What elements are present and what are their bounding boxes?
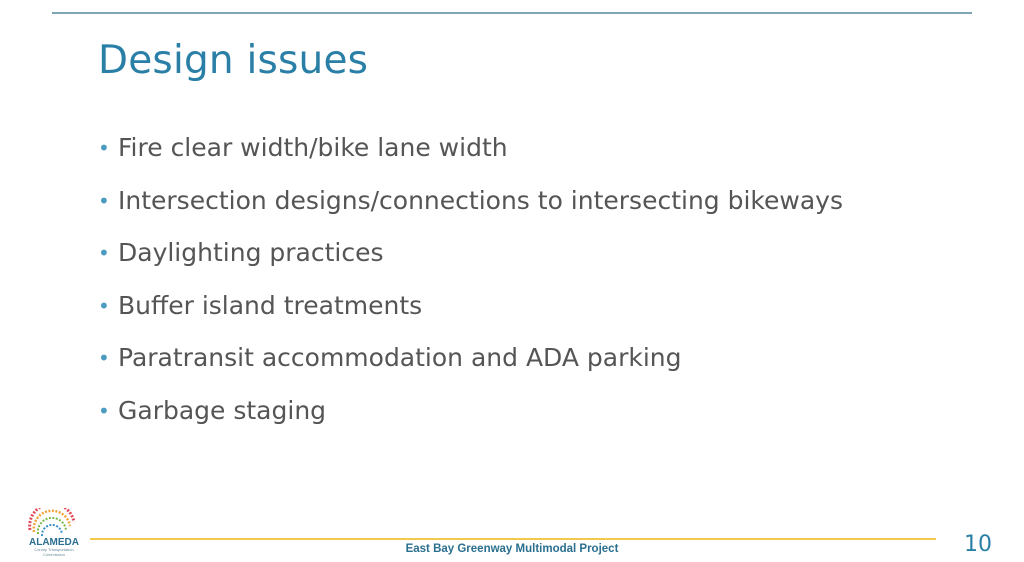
logo-subtitle-line2: Commission xyxy=(42,552,66,557)
logo-name: ALAMEDA xyxy=(29,537,79,548)
bullet-text: Fire clear width/bike lane width xyxy=(118,133,508,162)
bullet-item xyxy=(98,338,843,391)
bullet-text: Intersection designs/connections to intersecting bikeways xyxy=(118,185,843,215)
top-divider xyxy=(52,12,972,14)
bullet-item xyxy=(98,233,843,286)
bullet-dot-icon: • xyxy=(98,136,110,160)
bullet-text: Buffer island treatments xyxy=(118,290,423,320)
bullet-text: Garbage staging xyxy=(118,395,327,425)
bullet-text: Daylighting practices xyxy=(118,238,384,268)
bullet-item xyxy=(98,391,843,444)
page-number: 10 xyxy=(964,532,992,557)
bullet-dot-icon: • xyxy=(98,241,110,266)
footer-divider xyxy=(90,538,936,540)
logo-arc xyxy=(30,508,74,536)
bullet-dot-icon: • xyxy=(98,398,110,423)
logo-subtitle-line1: County Transportation xyxy=(34,547,74,552)
bullet-list xyxy=(98,128,843,444)
bullet-dot-icon: • xyxy=(98,293,110,318)
slide-title: Design issues xyxy=(98,38,369,83)
bullet-item xyxy=(98,128,843,181)
bullet-dot-icon: • xyxy=(98,188,110,213)
bullet-item xyxy=(98,181,843,234)
bullet-dot-icon: • xyxy=(98,346,110,371)
bullet-text: Paratransit accommodation and ADA parking xyxy=(118,343,682,373)
bullet-item xyxy=(98,286,843,339)
footer-project-name: East Bay Greenway Multimodal Project xyxy=(405,543,619,555)
